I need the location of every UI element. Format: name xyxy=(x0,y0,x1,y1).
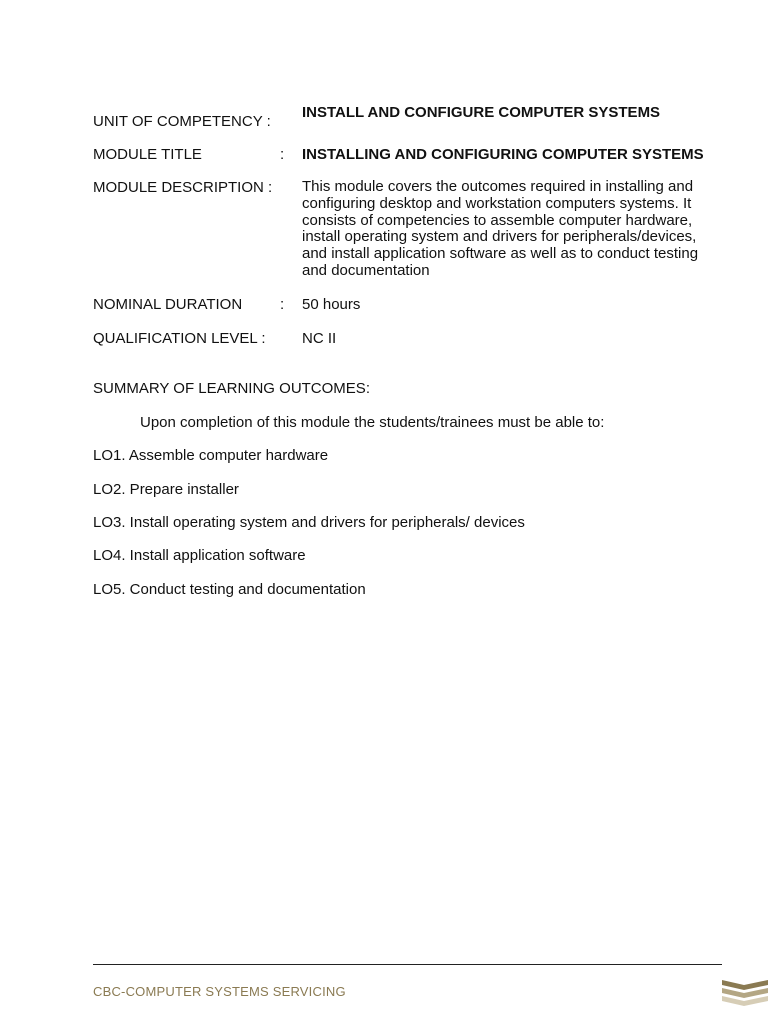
module-description-label: MODULE DESCRIPTION : xyxy=(93,179,273,196)
module-description-line: This module covers the outcomes required in installing and xyxy=(302,178,694,195)
module-description-line: consists of competencies to assemble computer hardware, xyxy=(302,211,693,229)
learning-outcome-item: LO1. Assemble computer hardware xyxy=(93,447,329,464)
nominal-duration-label: NOMINAL DURATION xyxy=(93,296,243,313)
nominal-duration-colon: : xyxy=(280,296,285,313)
module-title-label: MODULE TITLE xyxy=(93,146,202,163)
summary-heading: SUMMARY OF LEARNING OUTCOMES: xyxy=(93,380,370,397)
module-title-colon: : xyxy=(280,146,285,163)
module-description-text xyxy=(302,179,722,280)
summary-intro: Upon completion of this module the students/trainees must be able to: xyxy=(140,414,605,431)
module-description-line: and documentation xyxy=(302,261,430,279)
learning-outcome-item: LO3. Install operating system and drivers for peripherals/ devices xyxy=(93,514,525,531)
module-description-line: configuring desktop and workstation computers systems. It xyxy=(302,194,692,212)
unit-of-competency-label: UNIT OF COMPETENCY : xyxy=(93,113,271,130)
qualification-level-value: NC II xyxy=(302,330,337,347)
learning-outcome-item: LO5. Conduct testing and documentation xyxy=(93,581,366,598)
nominal-duration-value: 50 hours xyxy=(302,296,361,313)
module-description-line: and install application software as well as to conduct testing xyxy=(302,245,699,263)
module-description-line: install operating system and drivers for peripherals/devices, xyxy=(302,228,697,246)
chevron-stack-icon xyxy=(720,978,768,1008)
qualification-level-label: QUALIFICATION LEVEL : xyxy=(93,330,266,347)
learning-outcome-item: LO4. Install application software xyxy=(93,547,306,564)
module-title-value: INSTALLING AND CONFIGURING COMPUTER SYSTEMS xyxy=(302,146,704,163)
footer-divider xyxy=(93,964,722,965)
unit-of-competency-value: INSTALL AND CONFIGURE COMPUTER SYSTEMS xyxy=(302,104,661,121)
learning-outcome-item: LO2. Prepare installer xyxy=(93,481,239,498)
footer-text: CBC-COMPUTER SYSTEMS SERVICING xyxy=(93,984,346,999)
